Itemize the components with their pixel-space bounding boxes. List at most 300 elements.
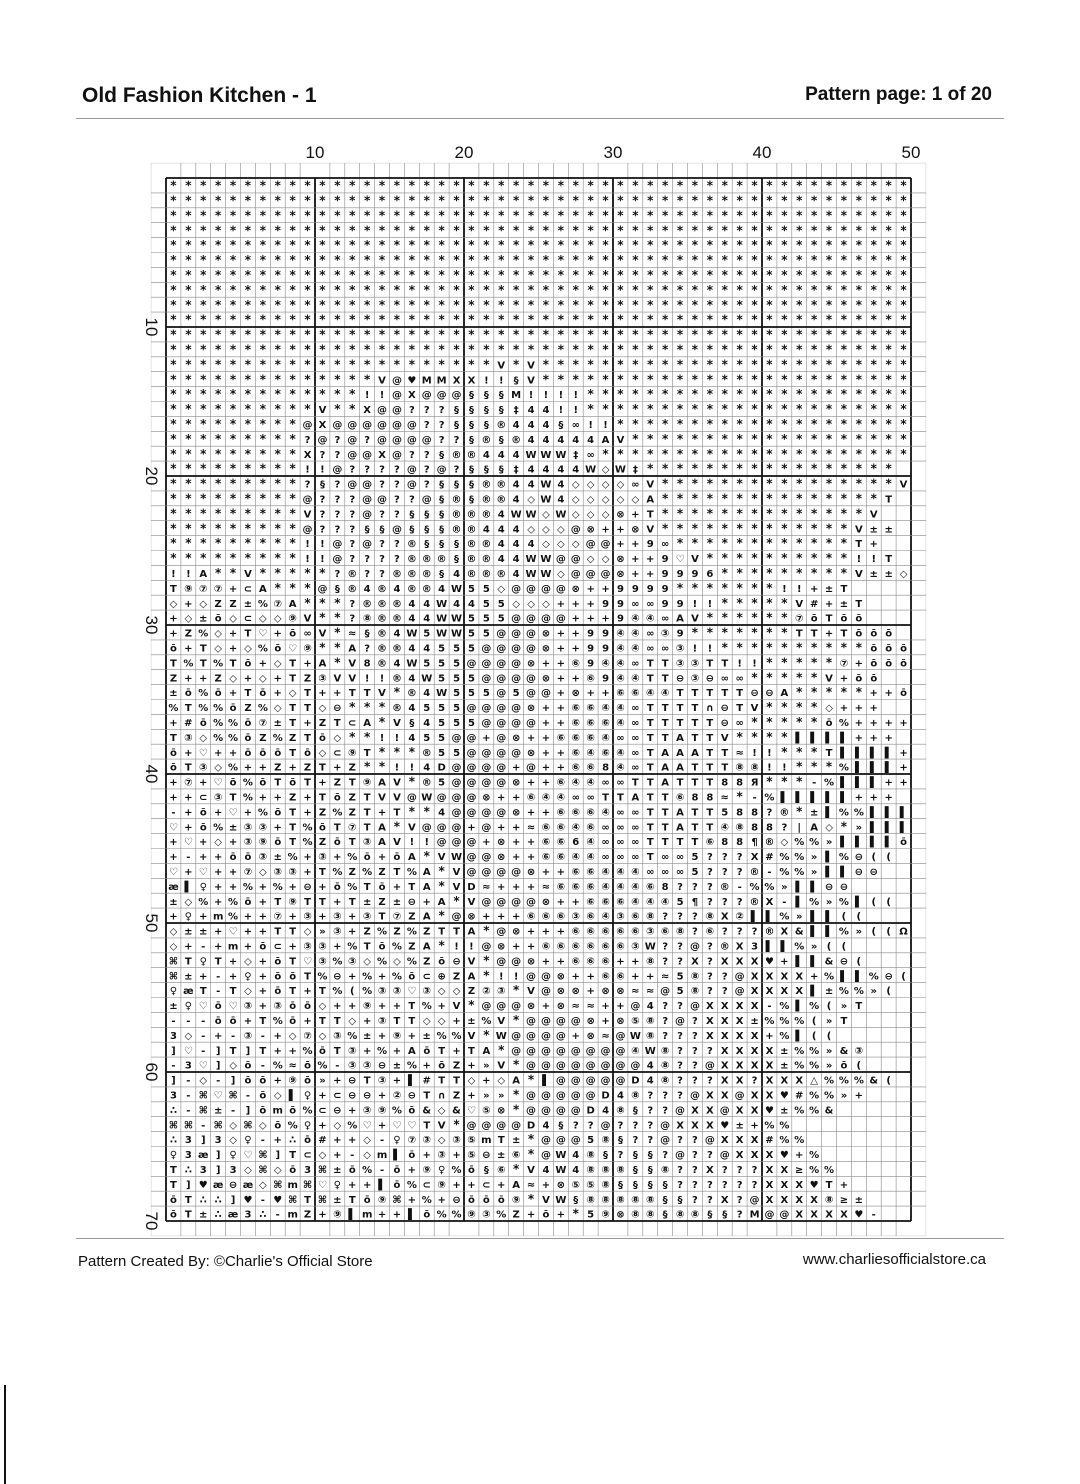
stitch-symbol: * xyxy=(215,223,222,238)
stitch-symbol: ( xyxy=(856,956,862,968)
stitch-symbol: ⑧ xyxy=(735,822,744,834)
stitch-symbol: * xyxy=(229,566,237,581)
stitch-symbol: * xyxy=(796,268,803,283)
stitch-symbol: T xyxy=(840,1016,848,1028)
stitch-symbol: ] xyxy=(230,1075,236,1087)
stitch-symbol: T xyxy=(810,628,818,640)
stitch-symbol: + xyxy=(482,837,491,849)
stitch-symbol: * xyxy=(334,327,341,342)
stitch-symbol: * xyxy=(185,521,192,536)
stitch-symbol: * xyxy=(259,178,266,193)
stitch-symbol: * xyxy=(706,223,713,238)
stitch-symbol: T xyxy=(706,658,714,670)
stitch-symbol: W xyxy=(555,1150,567,1162)
stitch-symbol: A xyxy=(780,688,789,700)
stitch-symbol: % xyxy=(213,658,224,670)
stitch-symbol: * xyxy=(513,297,520,312)
stitch-symbol: * xyxy=(796,655,803,670)
stitch-symbol: ④ xyxy=(616,747,625,759)
stitch-symbol: ? xyxy=(721,971,728,983)
stitch-symbol: ∞ xyxy=(675,867,685,879)
stitch-symbol: ⊗ xyxy=(497,837,506,849)
stitch-symbol: ◇ xyxy=(244,956,252,968)
stitch-symbol: ∞ xyxy=(631,822,640,834)
stitch-symbol: ⊗ xyxy=(586,1016,595,1028)
stitch-symbol: * xyxy=(766,580,773,595)
stitch-symbol: T xyxy=(319,1016,326,1028)
stitch-symbol: @ xyxy=(481,777,492,789)
stitch-symbol: ⊖ xyxy=(333,1105,342,1117)
stitch-symbol: * xyxy=(498,223,505,238)
stitch-symbol: ? xyxy=(706,1179,713,1191)
stitch-symbol: * xyxy=(378,253,386,268)
stitch-symbol: ō xyxy=(900,688,907,700)
stitch-symbol: * xyxy=(840,476,848,491)
stitch-symbol: W xyxy=(629,1030,641,1042)
stitch-symbol: * xyxy=(751,640,758,655)
stitch-symbol: * xyxy=(274,551,281,566)
stitch-symbol: - xyxy=(767,867,772,879)
stitch-symbol: * xyxy=(632,312,639,327)
stitch-symbol: + xyxy=(452,1045,461,1057)
column-label: 30 xyxy=(603,143,623,162)
stitch-symbol: ‡ xyxy=(513,464,519,476)
stitch-symbol: * xyxy=(840,566,848,581)
footer-website[interactable]: www.charliesofficialstore.ca xyxy=(802,1251,986,1268)
stitch-symbol: ♡ xyxy=(198,1060,208,1072)
stitch-symbol: ◇ xyxy=(601,494,610,506)
stitch-symbol: * xyxy=(647,312,654,327)
stitch-symbol: ⑧ xyxy=(646,911,655,923)
stitch-symbol: A xyxy=(467,926,476,938)
stitch-symbol: ◇ xyxy=(586,509,595,521)
stitch-symbol: ◇ xyxy=(288,688,297,700)
stitch-symbol: T xyxy=(289,703,297,715)
stitch-symbol: ® xyxy=(406,554,417,566)
stitch-symbol: * xyxy=(825,685,833,700)
stitch-symbol: * xyxy=(200,476,207,491)
stitch-symbol: * xyxy=(200,387,207,402)
stitch-symbol: * xyxy=(334,402,341,417)
stitch-symbol: ⑥ xyxy=(556,941,566,953)
stitch-symbol: * xyxy=(632,446,639,461)
stitch-symbol: * xyxy=(334,312,341,327)
stitch-symbol: * xyxy=(676,208,684,223)
stitch-symbol: T xyxy=(184,703,192,715)
stitch-symbol: @ xyxy=(526,1030,537,1042)
stitch-symbol: ō xyxy=(170,1209,177,1221)
stitch-symbol: W xyxy=(644,1045,656,1057)
stitch-symbol: T xyxy=(706,747,714,759)
stitch-symbol: ◇ xyxy=(452,986,461,998)
stitch-symbol: * xyxy=(498,238,505,253)
stitch-symbol: + xyxy=(303,852,312,864)
stitch-symbol: » xyxy=(855,822,863,834)
stitch-symbol: ⑥ xyxy=(571,732,580,744)
stitch-symbol: T xyxy=(289,718,297,730)
column-label: 20 xyxy=(454,143,474,162)
stitch-symbol: ⑥ xyxy=(556,852,566,864)
stitch-symbol: ③ xyxy=(377,986,387,998)
stitch-symbol: T xyxy=(706,718,714,730)
stitch-symbol: * xyxy=(855,268,862,283)
stitch-symbol: ③ xyxy=(497,986,506,998)
stitch-symbol: * xyxy=(274,387,281,402)
stitch-symbol: 5 xyxy=(423,658,431,670)
stitch-symbol: ◇ xyxy=(214,643,223,655)
stitch-symbol: * xyxy=(855,253,862,268)
stitch-symbol: + xyxy=(541,747,551,759)
stitch-symbol: ⑥ xyxy=(601,718,610,730)
stitch-symbol: * xyxy=(587,327,594,342)
stitch-symbol: X xyxy=(780,1075,789,1087)
stitch-symbol: A xyxy=(676,747,684,759)
stitch-symbol: ⑥ xyxy=(616,896,625,908)
stitch-symbol: @ xyxy=(660,986,671,998)
stitch-symbol: * xyxy=(215,312,222,327)
stitch-symbol: T xyxy=(825,613,833,625)
stitch-symbol: ④ xyxy=(601,867,610,879)
stitch-symbol: @ xyxy=(332,539,343,551)
stitch-symbol: ≈ xyxy=(288,1060,297,1072)
stitch-symbol: - xyxy=(216,971,221,983)
stitch-symbol: * xyxy=(676,521,684,536)
stitch-symbol: ∞ xyxy=(735,673,744,685)
stitch-symbol: ? xyxy=(632,1120,639,1132)
stitch-symbol: * xyxy=(185,178,192,193)
stitch-symbol: V xyxy=(378,688,386,700)
stitch-symbol: ? xyxy=(736,896,743,908)
stitch-symbol: * xyxy=(319,566,326,581)
stitch-symbol: 4 xyxy=(408,703,416,715)
stitch-symbol: * xyxy=(229,223,237,238)
stitch-symbol: ③ xyxy=(362,1105,372,1117)
stitch-symbol: ⑧ xyxy=(735,762,744,774)
stitch-symbol: * xyxy=(825,521,833,536)
stitch-symbol: * xyxy=(483,1027,490,1042)
stitch-symbol: * xyxy=(215,536,222,551)
stitch-symbol: ③ xyxy=(437,1150,446,1162)
stitch-symbol: * xyxy=(796,536,803,551)
stitch-symbol: * xyxy=(781,178,788,193)
stitch-symbol: % xyxy=(302,837,313,849)
stitch-symbol: % xyxy=(824,971,835,983)
stitch-symbol: * xyxy=(840,402,848,417)
stitch-symbol: * xyxy=(170,446,177,461)
stitch-symbol: * xyxy=(244,402,252,417)
stitch-symbol: + xyxy=(511,762,521,774)
stitch-symbol: ? xyxy=(349,539,356,551)
stitch-symbol: ? xyxy=(692,1194,698,1206)
stitch-symbol: ⑨ xyxy=(333,1209,342,1221)
stitch-symbol: + xyxy=(422,896,431,908)
stitch-symbol: % xyxy=(794,1060,805,1072)
stitch-symbol: * xyxy=(766,670,773,685)
stitch-symbol: @ xyxy=(615,1030,626,1042)
stitch-symbol: ? xyxy=(706,941,713,953)
stitch-symbol: 4 xyxy=(497,509,505,521)
stitch-symbol: * xyxy=(811,685,818,700)
stitch-symbol: * xyxy=(736,491,743,506)
stitch-symbol: ō xyxy=(289,1016,297,1028)
stitch-symbol: * xyxy=(200,193,207,208)
stitch-symbol: V xyxy=(393,792,401,804)
stitch-symbol: * xyxy=(796,774,803,789)
stitch-symbol: * xyxy=(766,297,773,312)
stitch-symbol: ⑧ xyxy=(690,971,700,983)
stitch-symbol: * xyxy=(393,685,401,700)
stitch-symbol: @ xyxy=(540,971,551,983)
stitch-symbol: ⊗ xyxy=(511,732,521,744)
stitch-symbol: * xyxy=(662,223,669,238)
stitch-symbol: ō xyxy=(214,1001,222,1013)
stitch-symbol: ▌ xyxy=(854,837,863,849)
stitch-symbol: * xyxy=(766,208,773,223)
stitch-symbol: Z xyxy=(303,762,312,774)
stitch-symbol: ▌ xyxy=(825,732,833,744)
stitch-symbol: @ xyxy=(421,390,432,402)
stitch-symbol: 4 xyxy=(453,569,461,581)
stitch-symbol: * xyxy=(274,208,281,223)
stitch-symbol: ◇ xyxy=(273,658,282,670)
stitch-symbol: * xyxy=(215,178,222,193)
stitch-symbol: T xyxy=(631,777,639,789)
stitch-symbol: 4 xyxy=(542,1120,550,1132)
stitch-symbol: @ xyxy=(451,390,462,402)
stitch-symbol: % xyxy=(228,911,239,923)
stitch-symbol: % xyxy=(198,688,209,700)
stitch-symbol: * xyxy=(736,327,743,342)
stitch-symbol: ⑧ xyxy=(646,1209,655,1221)
stitch-symbol: + xyxy=(631,956,640,968)
stitch-symbol: ō xyxy=(870,673,878,685)
stitch-symbol: * xyxy=(840,461,848,476)
stitch-symbol: * xyxy=(781,521,788,536)
stitch-symbol: * xyxy=(438,208,445,223)
stitch-symbol: * xyxy=(766,506,773,521)
stitch-symbol: T xyxy=(721,658,729,670)
stitch-symbol: 5 xyxy=(676,971,684,983)
stitch-symbol: § xyxy=(439,569,445,581)
stitch-symbol: ō xyxy=(229,852,237,864)
stitch-symbol: @ xyxy=(332,464,343,476)
stitch-symbol: + xyxy=(243,673,253,685)
stitch-symbol: 4 xyxy=(512,539,520,551)
stitch-symbol: @ xyxy=(496,807,507,819)
stitch-symbol: ō xyxy=(870,658,878,670)
stitch-symbol: A xyxy=(661,747,670,759)
stitch-symbol: @ xyxy=(362,479,373,491)
stitch-symbol: * xyxy=(244,312,252,327)
stitch-symbol: ® xyxy=(377,613,388,625)
stitch-symbol: * xyxy=(766,357,773,372)
stitch-symbol: ⑥ xyxy=(616,971,625,983)
stitch-symbol: * xyxy=(200,238,207,253)
stitch-symbol: m xyxy=(287,1179,298,1191)
stitch-symbol: * xyxy=(274,178,281,193)
stitch-symbol: * xyxy=(632,238,639,253)
stitch-symbol: + xyxy=(422,1060,431,1072)
stitch-symbol: * xyxy=(796,238,803,253)
stitch-symbol: § xyxy=(468,405,474,417)
stitch-symbol: ⌘ xyxy=(392,1194,402,1206)
stitch-symbol: X xyxy=(795,986,804,998)
stitch-symbol: * xyxy=(483,223,490,238)
stitch-symbol: % xyxy=(257,807,268,819)
stitch-symbol: * xyxy=(244,551,252,566)
stitch-symbol: § xyxy=(632,1179,638,1191)
stitch-symbol: * xyxy=(840,819,848,834)
stitch-symbol: * xyxy=(706,253,713,268)
stitch-symbol: ◇ xyxy=(467,1075,476,1087)
stitch-symbol: ⊗ xyxy=(497,1105,506,1117)
stitch-symbol: * xyxy=(364,297,371,312)
stitch-symbol: ? xyxy=(692,926,698,938)
stitch-symbol: * xyxy=(662,461,669,476)
stitch-symbol: + xyxy=(303,807,312,819)
stitch-symbol: * xyxy=(781,551,788,566)
stitch-symbol: @ xyxy=(421,494,432,506)
stitch-symbol: ± xyxy=(184,926,193,938)
stitch-symbol: § xyxy=(558,1120,564,1132)
stitch-symbol: # xyxy=(795,1090,804,1102)
stitch-symbol: % xyxy=(347,881,358,893)
stitch-symbol: @ xyxy=(466,852,477,864)
stitch-symbol: * xyxy=(215,566,222,581)
stitch-symbol: + xyxy=(795,1150,804,1162)
stitch-symbol: ] xyxy=(215,1045,221,1057)
footer-creator: Pattern Created By: ©Charlie's Official Store xyxy=(78,1253,373,1270)
stitch-symbol: m xyxy=(287,1209,298,1221)
stitch-symbol: * xyxy=(334,625,341,640)
stitch-symbol: @ xyxy=(511,628,522,640)
stitch-symbol: ④ xyxy=(601,732,610,744)
stitch-symbol: ⌘ xyxy=(317,1165,328,1177)
stitch-symbol: * xyxy=(691,431,699,446)
stitch-symbol: ⑥ xyxy=(541,911,551,923)
stitch-symbol: + xyxy=(586,971,595,983)
stitch-symbol: % xyxy=(436,1209,447,1221)
stitch-symbol: ⑥ xyxy=(616,926,625,938)
stitch-symbol: * xyxy=(781,536,788,551)
stitch-symbol: 5 xyxy=(482,688,490,700)
stitch-symbol: ! xyxy=(364,673,370,685)
stitch-symbol: @ xyxy=(511,718,522,730)
stitch-symbol: ? xyxy=(394,509,400,521)
stitch-symbol: * xyxy=(215,357,222,372)
stitch-symbol: * xyxy=(736,566,743,581)
stitch-symbol: * xyxy=(572,208,579,223)
stitch-symbol: ® xyxy=(391,643,402,655)
stitch-symbol: * xyxy=(751,208,758,223)
stitch-symbol: ō xyxy=(855,673,863,685)
stitch-symbol: + xyxy=(243,762,253,774)
stitch-symbol: T xyxy=(229,986,237,998)
stitch-symbol: ⑧ xyxy=(362,613,372,625)
stitch-symbol: ⑦ xyxy=(213,583,223,595)
stitch-symbol: * xyxy=(229,238,237,253)
stitch-symbol: Z xyxy=(303,1209,312,1221)
stitch-symbol: * xyxy=(766,595,773,610)
stitch-symbol: ∞ xyxy=(601,852,610,864)
stitch-symbol: T xyxy=(363,822,371,834)
stitch-symbol: @ xyxy=(526,1090,537,1102)
stitch-symbol: % xyxy=(406,1060,417,1072)
stitch-symbol: * xyxy=(229,327,237,342)
stitch-symbol: @ xyxy=(540,1105,551,1117)
stitch-symbol: * xyxy=(513,223,520,238)
stitch-symbol: 5 xyxy=(453,703,461,715)
stitch-symbol: * xyxy=(691,208,699,223)
stitch-symbol: ④ xyxy=(646,896,655,908)
stitch-symbol: ③ xyxy=(243,1001,253,1013)
stitch-symbol: % xyxy=(838,896,849,908)
stitch-symbol: * xyxy=(349,282,356,297)
stitch-symbol: ◇ xyxy=(825,703,833,715)
stitch-symbol: ō xyxy=(468,1165,475,1177)
stitch-symbol: @ xyxy=(675,1016,686,1028)
stitch-symbol: △ xyxy=(810,1075,819,1087)
stitch-symbol: * xyxy=(855,282,862,297)
stitch-symbol: ( xyxy=(886,986,891,998)
stitch-symbol: ▌ xyxy=(884,837,893,849)
stitch-symbol: ∞ xyxy=(735,718,744,730)
stitch-symbol: T xyxy=(184,1194,192,1206)
stitch-symbol: * xyxy=(572,297,579,312)
stitch-symbol: * xyxy=(244,253,252,268)
stitch-symbol: æ xyxy=(212,1179,224,1191)
stitch-symbol: * xyxy=(781,625,788,640)
stitch-symbol: 5 xyxy=(482,598,490,610)
stitch-symbol: * xyxy=(364,253,371,268)
stitch-symbol: * xyxy=(736,297,743,312)
stitch-symbol: ♡ xyxy=(466,1105,476,1117)
stitch-symbol: T xyxy=(199,643,207,655)
stitch-symbol: * xyxy=(364,193,371,208)
stitch-symbol: + xyxy=(303,658,312,670)
stitch-symbol: * xyxy=(453,893,460,908)
stitch-symbol: 4 xyxy=(572,434,580,446)
stitch-symbol: X xyxy=(720,956,729,968)
stitch-symbol: + xyxy=(184,673,193,685)
stitch-symbol: * xyxy=(215,446,222,461)
stitch-symbol: + xyxy=(333,1075,342,1087)
stitch-symbol: * xyxy=(229,461,237,476)
stitch-symbol: ◇ xyxy=(318,747,327,759)
stitch-symbol: + xyxy=(333,688,342,700)
stitch-symbol: ⊗ xyxy=(571,986,580,998)
stitch-symbol: * xyxy=(796,461,803,476)
stitch-symbol: X xyxy=(676,1120,684,1132)
stitch-symbol: 8 xyxy=(751,807,759,819)
stitch-symbol: ⑥ xyxy=(616,941,625,953)
stitch-symbol: + xyxy=(258,658,268,670)
stitch-symbol: X xyxy=(765,1179,774,1191)
stitch-symbol: ≈ xyxy=(601,1030,610,1042)
stitch-symbol: 4 xyxy=(363,583,371,595)
stitch-symbol: * xyxy=(215,193,222,208)
stitch-symbol: Ω xyxy=(899,926,908,938)
stitch-symbol: * xyxy=(691,491,699,506)
stitch-symbol: A xyxy=(288,598,297,610)
stitch-symbol: * xyxy=(349,238,356,253)
stitch-symbol: * xyxy=(751,282,758,297)
stitch-symbol: * xyxy=(185,223,192,238)
stitch-symbol: 4 xyxy=(527,420,535,432)
stitch-symbol: ¶ xyxy=(751,837,758,849)
stitch-symbol: ? xyxy=(677,1090,683,1102)
stitch-symbol: X xyxy=(363,405,372,417)
